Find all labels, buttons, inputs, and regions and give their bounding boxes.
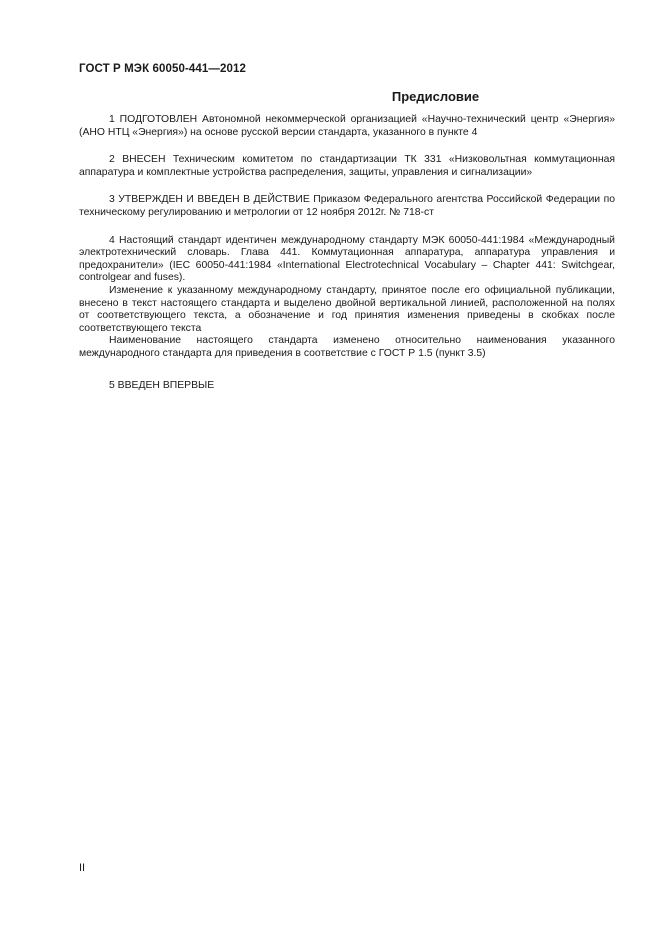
paragraph-first-introduced: 5 ВВЕДЕН ВПЕРВЫЕ bbox=[109, 379, 215, 391]
paragraph-amendment: Изменение к указанному международному стандарту, принятое после его официальной публикации, внесено в текст настоящего стандарта и выделено двойной вертикальной линией, расположенной на полях от соответствующего текста, а обозначение и год принятия изменения приведены в скобках после соответствующего текста bbox=[79, 284, 615, 334]
paragraph-name-change: Наименование настоящего стандарта изменено относительно наименования указанного международного стандарта для приведения в соответствие с ГОСТ Р 1.5 (пункт 3.5) bbox=[79, 335, 615, 359]
paragraph-submitted: 2 ВНЕСЕН Техническим комитетом по стандартизации ТК 331 «Низковольтная коммутационная аппаратура и комплектные устройства распределения, защиты, управления и сигнализации» bbox=[79, 154, 615, 178]
paragraph-identical: 4 Настоящий стандарт идентичен международному стандарту МЭК 60050-441:1984 «Международный электротехнический словарь. Глава 441. Коммутационная аппаратура, аппаратура управления и предохранители» (IEC 60050-441:1984 «International Electrotechnical Vocabulary – Chapter 441: Switchgear, controlgear and fuses). bbox=[79, 234, 615, 284]
paragraph-approved: 3 УТВЕРЖДЕН И ВВЕДЕН В ДЕЙСТВИЕ Приказом Федерального агентства Российской Федерации по техническому регулированию и метрологии от 12 ноября 2012г. № 718-ст bbox=[79, 194, 615, 218]
page-title: Предисловие bbox=[391, 89, 480, 104]
page-number: II bbox=[79, 862, 86, 874]
document-body bbox=[79, 114, 615, 392]
standard-header: ГОСТ Р МЭК 60050-441—2012 bbox=[79, 63, 246, 75]
paragraph-prepared: 1 ПОДГОТОВЛЕН Автономной некоммерческой организацией «Научно-технический центр «Энергия» (АНО НТЦ «Энергия») на основе русской версии стандарта, указанного в пункте 4 bbox=[79, 114, 615, 138]
